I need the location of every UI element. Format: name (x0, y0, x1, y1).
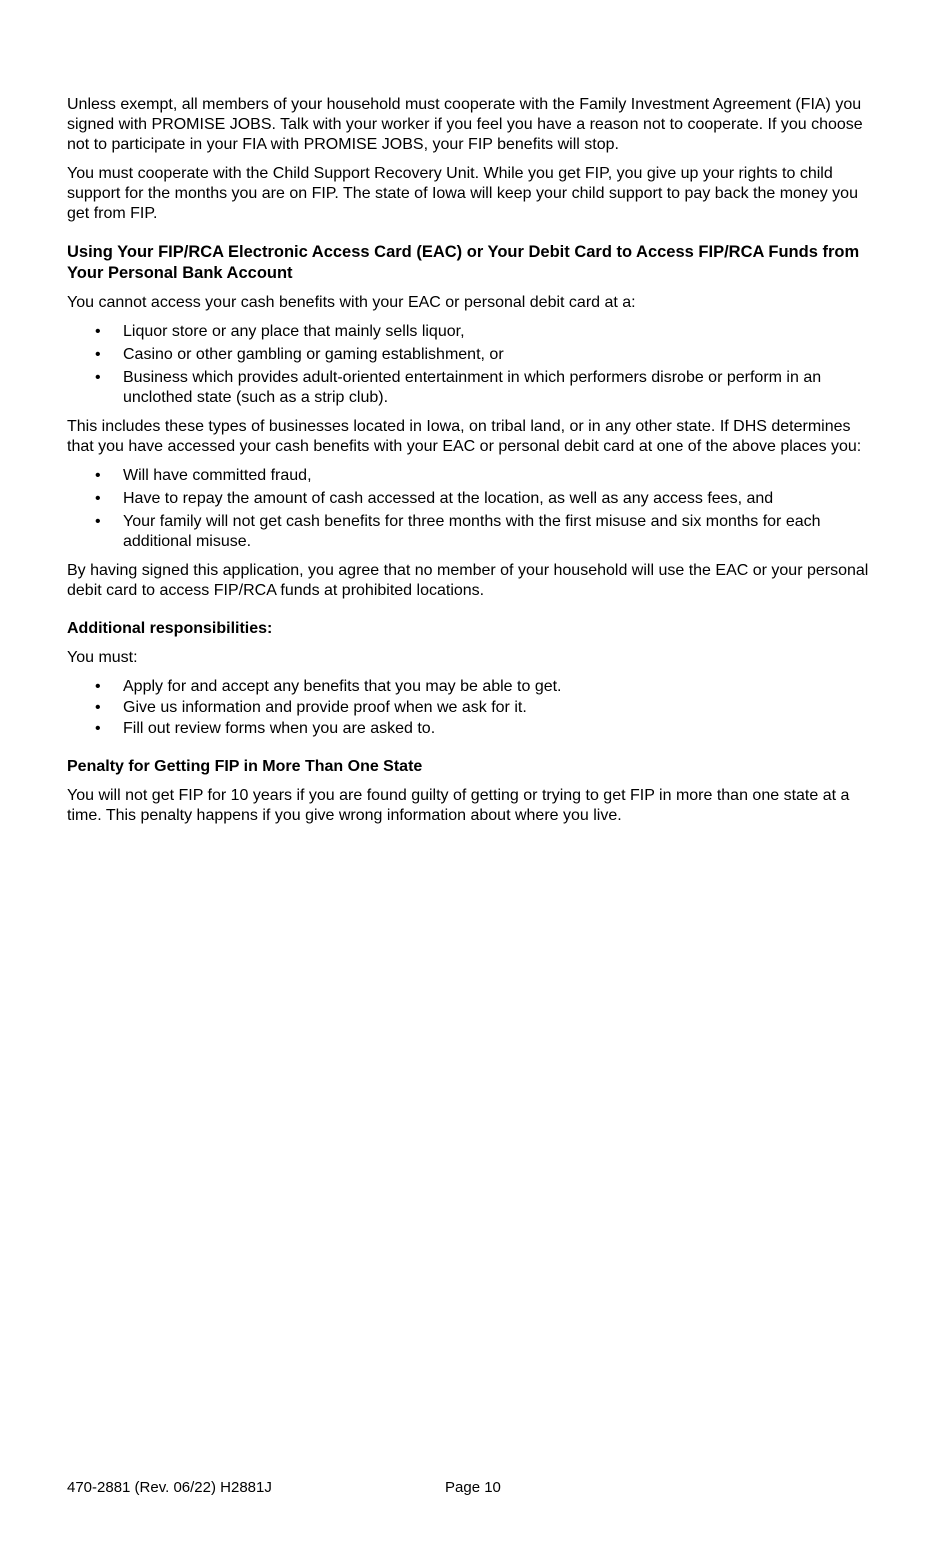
bullet-icon: • (95, 699, 101, 716)
list-item: • Have to repay the amount of cash accessed at the location, as well as any access fees, and (95, 490, 774, 507)
paragraph-fia-cooperation: Unless exempt, all members of your household must cooperate with the Family Investment Agreement (FIA) you signed with PROMISE JOBS. Talk with your worker if you feel you have a reason not to cooperate. If you choose not to participate in your FIA with PROMISE JOBS, your FIP benefits will stop. (67, 96, 863, 153)
bullet-icon: • (95, 720, 101, 737)
bullet-icon: • (95, 513, 101, 530)
bullet-icon: • (95, 467, 101, 484)
paragraph-dhs-determination: This includes these types of businesses located in Iowa, on tribal land, or in any other state. If DHS determines that you have accessed your cash benefits with your EAC or personal debit card at one of the above places you: (67, 418, 862, 455)
paragraph-penalty: You will not get FIP for 10 years if you are found guilty of getting or trying to get FIP in more than one state at a time. This penalty happens if you give wrong information about where you live. (67, 787, 850, 824)
list-item: • Liquor store or any place that mainly sells liquor, (95, 323, 465, 340)
form-number: 470-2881 (Rev. 06/22) H2881J (67, 1479, 272, 1496)
bullet-icon: • (95, 490, 101, 507)
bullet-icon: • (95, 346, 101, 363)
list-item: • Will have committed fraud, (95, 467, 312, 484)
paragraph-you-must: You must: (67, 649, 138, 666)
paragraph-child-support: You must cooperate with the Child Support Recovery Unit. While you get FIP, you give up your rights to child support for the months you are on FIP. The state of Iowa will keep your child support to pay back the money you get from FIP. (67, 165, 858, 222)
list-item: • Your family will not get cash benefits for three months with the first misuse and six months for each additional misuse. (95, 513, 821, 550)
list-responsibilities (67, 677, 875, 739)
bullet-icon: • (95, 323, 101, 340)
list-prohibited-places (67, 322, 875, 408)
list-item: • Casino or other gambling or gaming establishment, or (95, 346, 504, 363)
paragraph-agreement: By having signed this application, you agree that no member of your household will use the EAC or your personal debit card to access FIP/RCA funds at prohibited locations. (67, 562, 869, 599)
bullet-icon: • (95, 678, 101, 695)
paragraph-eac-restriction: You cannot access your cash benefits with your EAC or personal debit card at a: (67, 294, 636, 311)
page-number: Page 10 (445, 1479, 501, 1496)
bullet-icon: • (95, 369, 101, 386)
list-item: • Apply for and accept any benefits that you may be able to get. (95, 678, 562, 695)
heading-eac-usage: Using Your FIP/RCA Electronic Access Card (EAC) or Your Debit Card to Access FIP/RCA Funds from Your Personal Bank Account (67, 243, 860, 282)
heading-penalty: Penalty for Getting FIP in More Than One State (67, 758, 423, 775)
list-item: • Fill out review forms when you are asked to. (95, 720, 436, 737)
list-item: • Give us information and provide proof when we ask for it. (95, 699, 527, 716)
list-consequences (67, 466, 875, 552)
heading-additional-responsibilities: Additional responsibilities: (67, 620, 273, 637)
document-body (67, 95, 875, 835)
list-item: • Business which provides adult-oriented entertainment in which performers disrobe or perform in an unclothed state (such as a strip club). (95, 369, 822, 406)
